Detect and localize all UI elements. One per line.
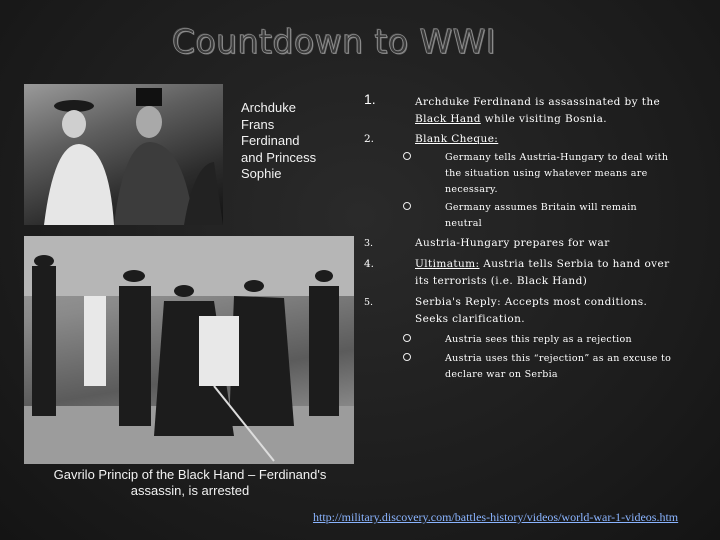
blank-cheque-term: Blank Cheque: — [415, 133, 499, 145]
bullet-icon — [403, 353, 411, 361]
event-text: Austria-Hungary prepares for war — [415, 237, 610, 249]
sub-item: Austria uses this “rejection” as an excuse to declare war on Serbia — [445, 353, 672, 380]
event-number: 1. — [364, 91, 376, 107]
event-text: Archduke Ferdinand is assassinated by the — [415, 96, 661, 108]
sub-item: Austria sees this reply as a rejection — [445, 334, 632, 345]
princip-arrest-photo — [24, 236, 354, 464]
sub-item: Germany assumes Britain will remain neutral — [445, 202, 637, 229]
event-number: 2. — [364, 133, 375, 145]
bullet-icon — [403, 202, 411, 210]
bullet-icon — [403, 334, 411, 342]
event-number: 3. — [364, 238, 374, 249]
bullet-icon — [403, 152, 411, 160]
sub-item: Germany tells Austria-Hungary to deal with the situation using whatever means are necessary. — [445, 152, 669, 195]
black-hand-term: Black Hand — [415, 113, 481, 125]
event-item-4 — [364, 256, 674, 290]
event-number: 5. — [364, 297, 374, 308]
event-list — [364, 91, 674, 383]
photo1-caption: Archduke Frans Ferdinand and Princess Sophie — [241, 100, 317, 181]
video-link[interactable]: http://military.discovery.com/battles-history/videos/world-war-1-videos.htm — [313, 510, 679, 524]
event-item-5 — [364, 294, 674, 383]
event-item-3 — [364, 235, 674, 252]
event-text: Serbia's Reply: Accepts most conditions. Seeks clarification. — [415, 296, 648, 325]
event-number: 4. — [364, 258, 375, 270]
event-text: while visiting Bosnia. — [480, 113, 607, 125]
ferdinand-sophie-photo — [24, 84, 223, 225]
event-text: Austria tells Serbia to hand over its terrorists (i.e. Black Hand) — [415, 258, 670, 287]
slide-title: Countdown to WWI — [172, 22, 497, 61]
photo2-caption: Gavrilo Princip of the Black Hand – Ferdinand's assassin, is arrested — [53, 467, 327, 498]
event-item-2 — [364, 131, 674, 232]
ultimatum-term: Ultimatum: — [415, 258, 480, 270]
event-item-1 — [364, 91, 674, 128]
